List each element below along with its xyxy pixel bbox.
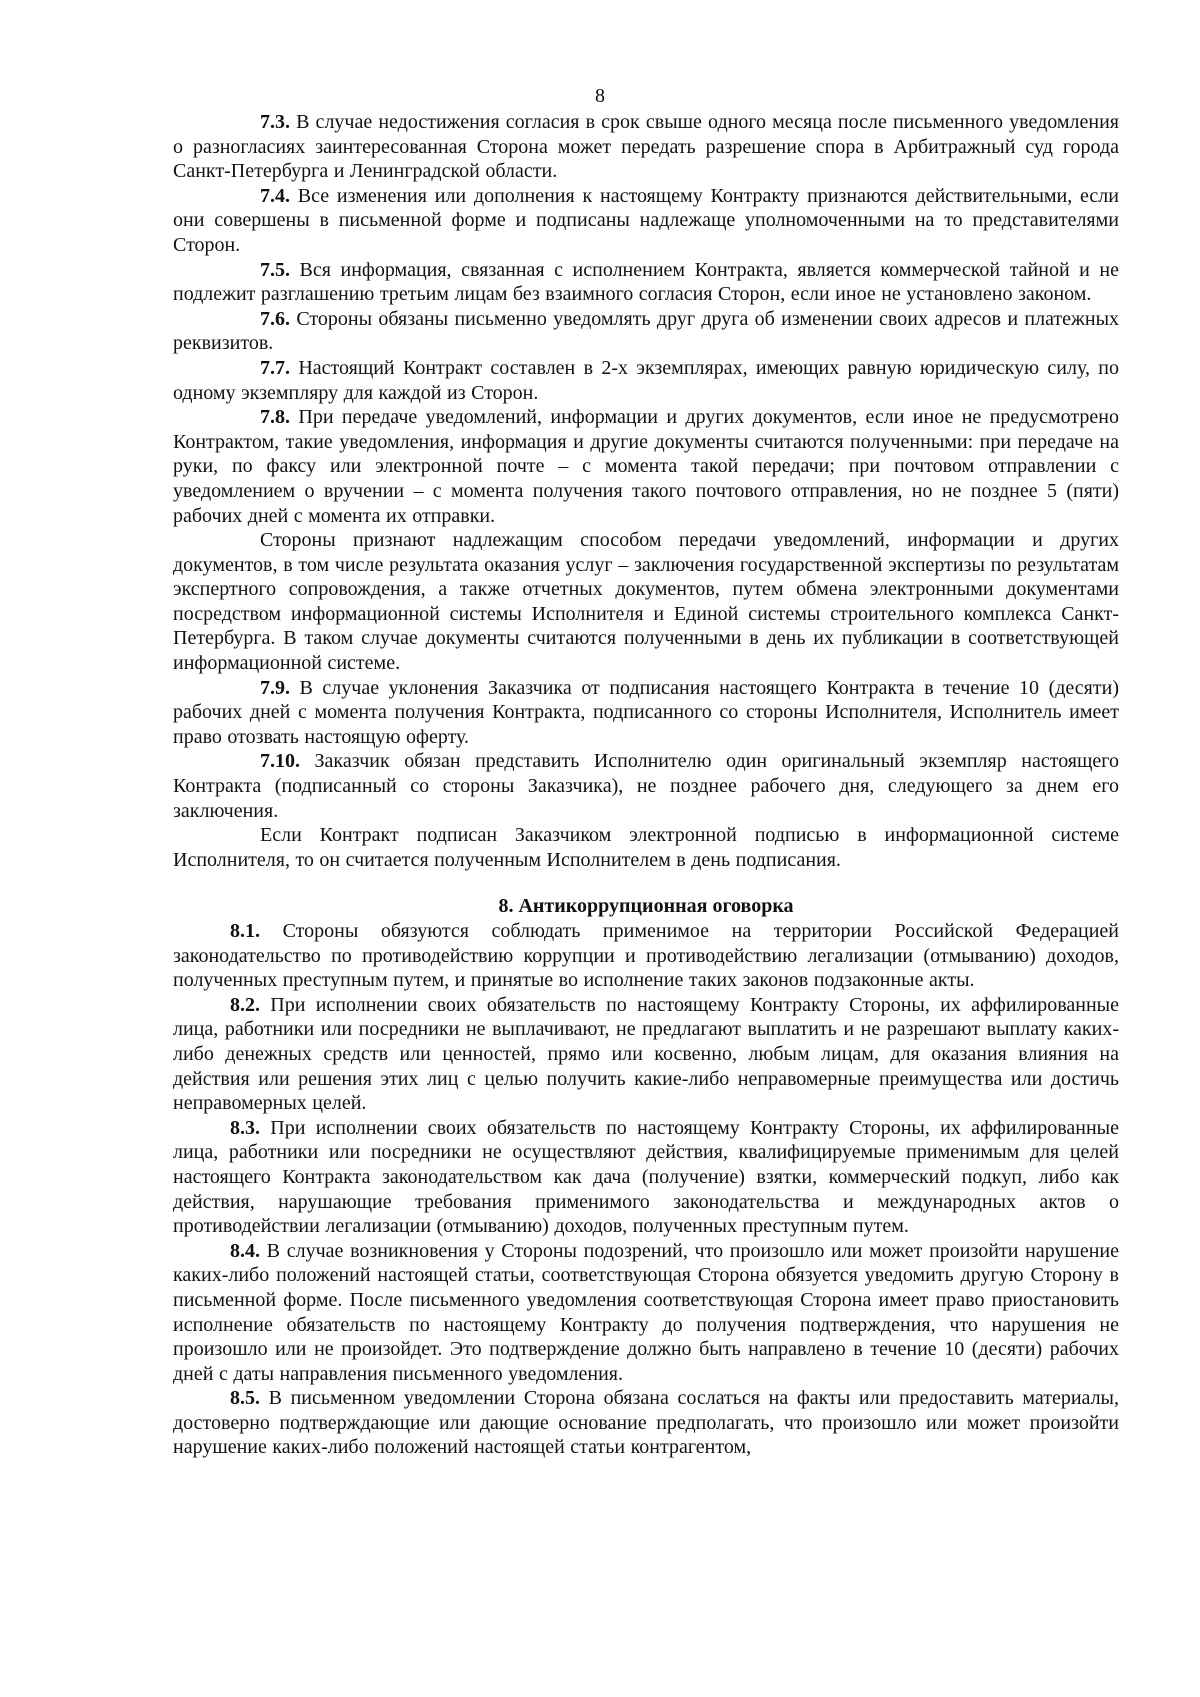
- clause-text: Стороны обязаны письменно уведомлять друг друга об изменении своих адресов и платежных реквизитов.: [173, 307, 1119, 355]
- clause-text: Заказчик обязан представить Исполнителю один оригинальный экземпляр настоящего Контракта (подписанный со стороны Заказчика), не позднее рабочего дня, следующего за днем его заключения.: [173, 750, 1119, 822]
- clause-number: 7.9.: [260, 676, 290, 699]
- clause-number: 8.1.: [230, 920, 260, 942]
- clause-7-4: [173, 184, 1119, 258]
- clause-text: При исполнении своих обязательств по настоящему Контракту Стороны, их аффилированные лица, работники или посредники не выплачивают, не предлагают выплатить и не разрешают выплату каких-либо денежных средств или ценностей, прямо или косвенно, любым лицам, для оказания влияния на действия или решения этих лиц с целью получить какие-либо неправомерные преимущества или достичь неправомерных целей.: [173, 993, 1119, 1115]
- clause-number: 7.5.: [260, 258, 290, 281]
- section-title: 8. Антикоррупционная оговорка: [498, 895, 794, 918]
- clause-number: 7.3.: [260, 111, 290, 133]
- clause-number: 7.7.: [260, 356, 290, 379]
- clause-number: 8.5.: [230, 1387, 260, 1410]
- clause-8-4: [173, 1239, 1119, 1387]
- clause-7-8-continued: [173, 528, 1119, 676]
- clause-7-5: [173, 258, 1119, 307]
- clause-7-7: [173, 356, 1119, 405]
- clause-7-9: [173, 676, 1119, 750]
- clause-7-8: [173, 405, 1119, 528]
- clause-text: В случае уклонения Заказчика от подписания настоящего Контракта в течение 10 (десяти) рабочих дней с момента получения Контракта, подписанного со стороны Исполнителя, Исполнитель имеет право отозвать настоящую оферту.: [173, 676, 1119, 748]
- clause-7-6: [173, 307, 1119, 356]
- clause-number: 7.10.: [260, 750, 300, 773]
- clause-number: 8.4.: [230, 1239, 260, 1262]
- clause-8-5: [173, 1386, 1119, 1460]
- clause-number: 7.8.: [260, 406, 290, 429]
- clause-text: Настоящий Контракт составлен в 2-х экземплярах, имеющих равную юридическую силу, по одному экземпляру для каждой из Сторон.: [173, 356, 1119, 404]
- clause-text: Все изменения или дополнения к настоящему Контракту признаются действительными, если они совершены в письменной форме и подписаны надлежаще уполномоченными на то представителями Сторон.: [173, 184, 1119, 256]
- clause-8-3: [173, 1116, 1119, 1239]
- clause-text: В случае возникновения у Стороны подозрений, что произошло или может произойти нарушение каких-либо положений настоящей статьи, соответствующая Сторона обязуется уведомить другую Сторону в письменной форме. После письменного уведомления соответствующая Сторона имеет право приостановить исполнение обязательств по настоящему Контракту до получения подтверждения, что нарушения не произошло или не произойдет. Это подтверждение должно быть направлено в течение 10 (десяти) рабочих дней с даты направления письменного уведомления.: [173, 1239, 1119, 1385]
- clause-text: В случае недостижения согласия в срок свыше одного месяца после письменного уведомления о разногласиях заинтересованная Сторона может передать разрешение спора в Арбитражный суд города Санкт-Петербурга и Ленинградской области.: [173, 111, 1119, 183]
- clause-text: Стороны обязуются соблюдать применимое на территории Российской Федерацией законодательство по противодействию коррупции и противодействию легализации (отмыванию) доходов, полученных преступным путем, и принятые во исполнение таких законов подзаконные акты.: [173, 920, 1119, 992]
- clause-text: В письменном уведомлении Сторона обязана сослаться на факты или предоставить материалы, достоверно подтверждающие или дающие основание предполагать, что произошло или может произойти нарушение каких-либо положений настоящей статьи контрагентом,: [173, 1387, 1119, 1459]
- clause-text: Вся информация, связанная с исполнением Контракта, является коммерческой тайной и не подлежит разглашению третьим лицам без взаимного согласия Сторон, если иное не установлено законом.: [173, 258, 1119, 306]
- clause-text: При исполнении своих обязательств по настоящему Контракту Стороны, их аффилированные лица, работники или посредники не осуществляют действия, квалифицируемые применимым для целей настоящего Контракта законодательством как дача (получение) взятки, коммерческий подкуп, либо как действия, нарушающие требования применимого законодательства и международных актов о противодействии легализации (отмыванию) доходов, полученных преступным путем.: [173, 1116, 1119, 1238]
- clause-7-10: [173, 749, 1119, 823]
- clause-7-3: [173, 110, 1119, 184]
- clause-8-2: [173, 993, 1119, 1116]
- clause-number: 8.2.: [230, 993, 260, 1016]
- page-number: 8: [595, 85, 605, 107]
- clause-number: 8.3.: [230, 1116, 260, 1139]
- clause-number: 7.6.: [260, 307, 290, 330]
- clause-text: При передаче уведомлений, информации и других документов, если иное не предусмотрено Контрактом, такие уведомления, информация и другие документы считаются полученными: при передаче на руки, по факсу или электронной почте – с момента такой передачи; при почтовом отправлении с уведомлением о вручении – с момента получения такого почтового отправления, но не позднее 5 (пяти) рабочих дней с момента их отправки.: [173, 406, 1119, 527]
- clause-8-1: [173, 919, 1119, 993]
- clause-text: Если Контракт подписан Заказчиком электронной подписью в информационной системе Исполнителя, то он считается полученным Исполнителем в день подписания.: [173, 824, 1119, 871]
- clause-number: 7.4.: [260, 184, 290, 207]
- clause-7-10-continued: [173, 823, 1119, 872]
- clause-text: Стороны признают надлежащим способом передачи уведомлений, информации и других документов, в том числе результата оказания услуг – заключения государственной экспертизы по результатам экспертного сопровождения, а также отчетных документов, путем обмена электронными документами посредством информационной системы Исполнителя и Единой системы строительного комплекса Санкт-Петербурга. В таком случае документы считаются полученными в день их публикации в соответствующей информационной системе.: [173, 529, 1119, 675]
- document-body: [173, 110, 1119, 1460]
